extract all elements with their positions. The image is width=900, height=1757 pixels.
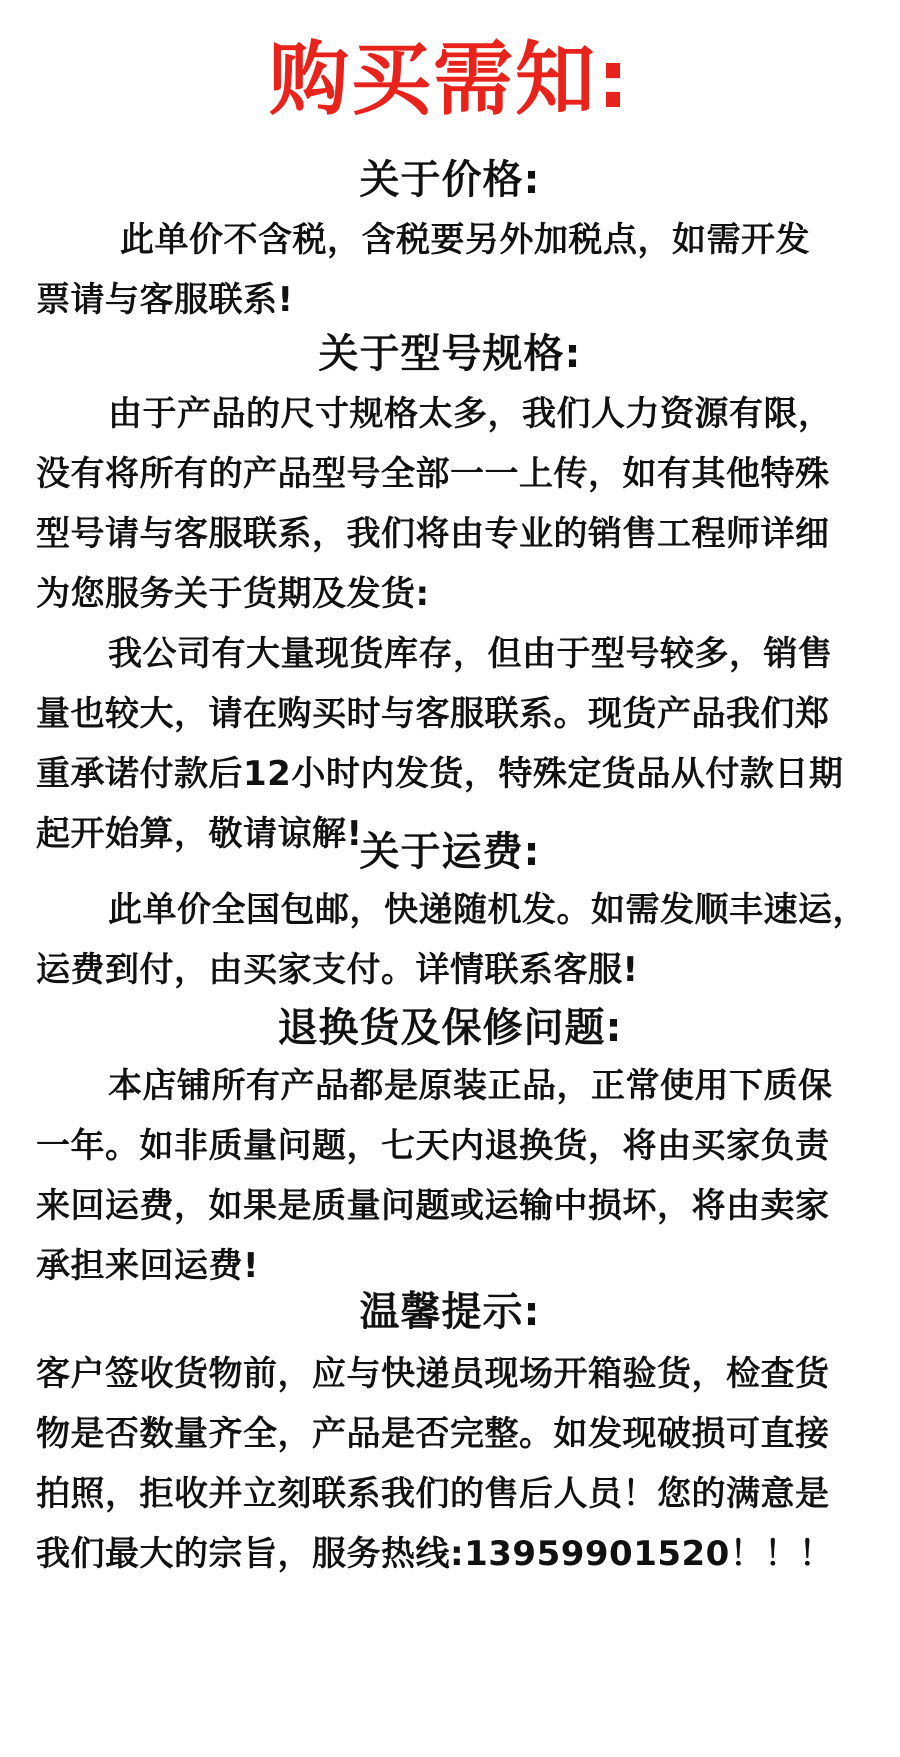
- text-line: 为您服务关于货期及发货:: [36, 574, 430, 614]
- section-body-model-spec: [36, 384, 870, 864]
- text-line: 型号请与客服联系，我们将由专业的销售工程师详细: [36, 514, 830, 554]
- text-line: 起开始算，敬请谅解!: [36, 814, 363, 854]
- section-body-returns-warranty: [36, 1056, 870, 1296]
- section-heading-price: 关于价格:: [359, 157, 541, 203]
- text-line: 承担来回运费!: [36, 1246, 260, 1286]
- text-line: 票请与客服联系!: [36, 280, 294, 320]
- section-body-tips: [36, 1344, 870, 1584]
- text-line: 此单价不含税，含税要另外加税点，如需开发: [120, 220, 810, 260]
- text-line: 本店铺所有产品都是原装正品，正常使用下质保: [108, 1066, 833, 1106]
- text-line: 运费到付，由买家支付。详情联系客服!: [36, 950, 639, 990]
- text-line: 物是否数量齐全，产品是否完整。如发现破损可直接: [36, 1414, 830, 1454]
- section-body-shipping: [36, 880, 870, 1000]
- text-line: 重承诺付款后12小时内发货，特殊定货品从付款日期: [36, 754, 844, 794]
- text-line: 客户签收货物前，应与快递员现场开箱验货，检查货: [36, 1354, 830, 1394]
- section-heading-shipping: 关于运费:: [359, 829, 541, 875]
- text-line: 拍照，拒收并立刻联系我们的售后人员！您的满意是: [36, 1474, 830, 1514]
- section-heading-tips: 温馨提示:: [359, 1289, 541, 1335]
- text-line: 没有将所有的产品型号全部一一上传，如有其他特殊: [36, 454, 830, 494]
- text-line: 量也较大，请在购买时与客服联系。现货产品我们郑: [36, 694, 830, 734]
- text-line: 来回运费，如果是质量问题或运输中损坏，将由卖家: [36, 1186, 830, 1226]
- text-line: 由于产品的尺寸规格太多，我们人力资源有限，: [108, 394, 833, 434]
- text-line: 一年。如非质量问题，七天内退换货，将由买家负责: [36, 1126, 830, 1166]
- section-heading-model-spec: 关于型号规格:: [318, 331, 582, 377]
- text-line: 此单价全国包邮，快递随机发。如需发顺丰速运，: [108, 890, 867, 930]
- section-heading-returns-warranty: 退换货及保修问题:: [277, 1005, 623, 1051]
- page-title: 购买需知:: [269, 33, 631, 126]
- section-body-price: [36, 210, 870, 330]
- text-line: 我们最大的宗旨，服务热线:13959901520！！！: [36, 1534, 834, 1574]
- text-line: 我公司有大量现货库存，但由于型号较多，销售: [108, 634, 833, 674]
